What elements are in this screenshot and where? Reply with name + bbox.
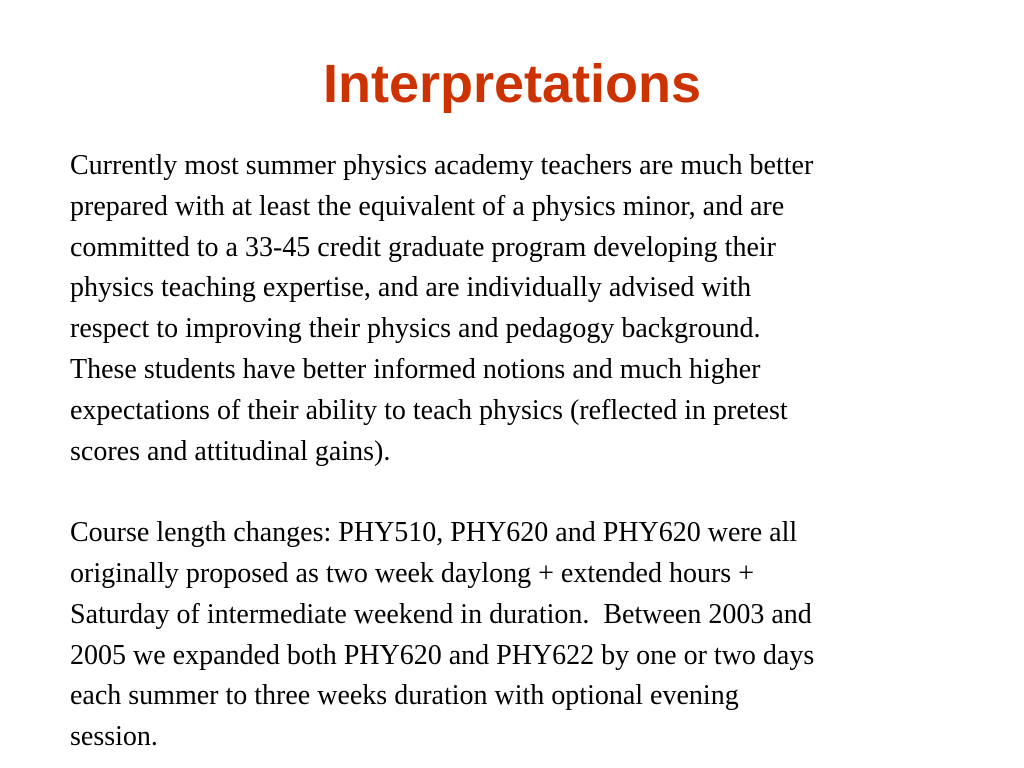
slide-body bbox=[70, 146, 1010, 758]
paragraph-spacer bbox=[70, 472, 1010, 513]
paragraph-teacher-preparation bbox=[70, 146, 1010, 472]
paragraph-line: expectations of their ability to teach physics (reflected in pretest bbox=[70, 394, 788, 426]
slide-title: Interpretations bbox=[322, 54, 702, 114]
paragraph-line: scores and attitudinal gains). bbox=[70, 435, 391, 467]
paragraph-line: respect to improving their physics and pedagogy background. bbox=[70, 313, 761, 345]
paragraph-line: These students have better informed notions and much higher bbox=[70, 353, 761, 385]
paragraph-course-length bbox=[70, 513, 1010, 758]
paragraph-line: Saturday of intermediate weekend in duration. Between 2003 and bbox=[70, 598, 812, 630]
paragraph-line: committed to a 33-45 credit graduate program developing their bbox=[70, 231, 776, 263]
paragraph-line: 2005 we expanded both PHY620 and PHY622 by one or two days bbox=[70, 639, 815, 671]
paragraph-line: session. bbox=[70, 721, 158, 753]
paragraph-line: physics teaching expertise, and are individually advised with bbox=[70, 272, 752, 304]
paragraph-line: prepared with at least the equivalent of a physics minor, and are bbox=[70, 190, 785, 222]
paragraph-line: originally proposed as two week daylong + extended hours + bbox=[70, 557, 754, 589]
paragraph-line: Currently most summer physics academy teachers are much better bbox=[70, 150, 814, 181]
paragraph-line: Course length changes: PHY510, PHY620 and PHY620 were all bbox=[70, 517, 798, 549]
paragraph-line: each summer to three weeks duration with optional evening bbox=[70, 680, 739, 712]
